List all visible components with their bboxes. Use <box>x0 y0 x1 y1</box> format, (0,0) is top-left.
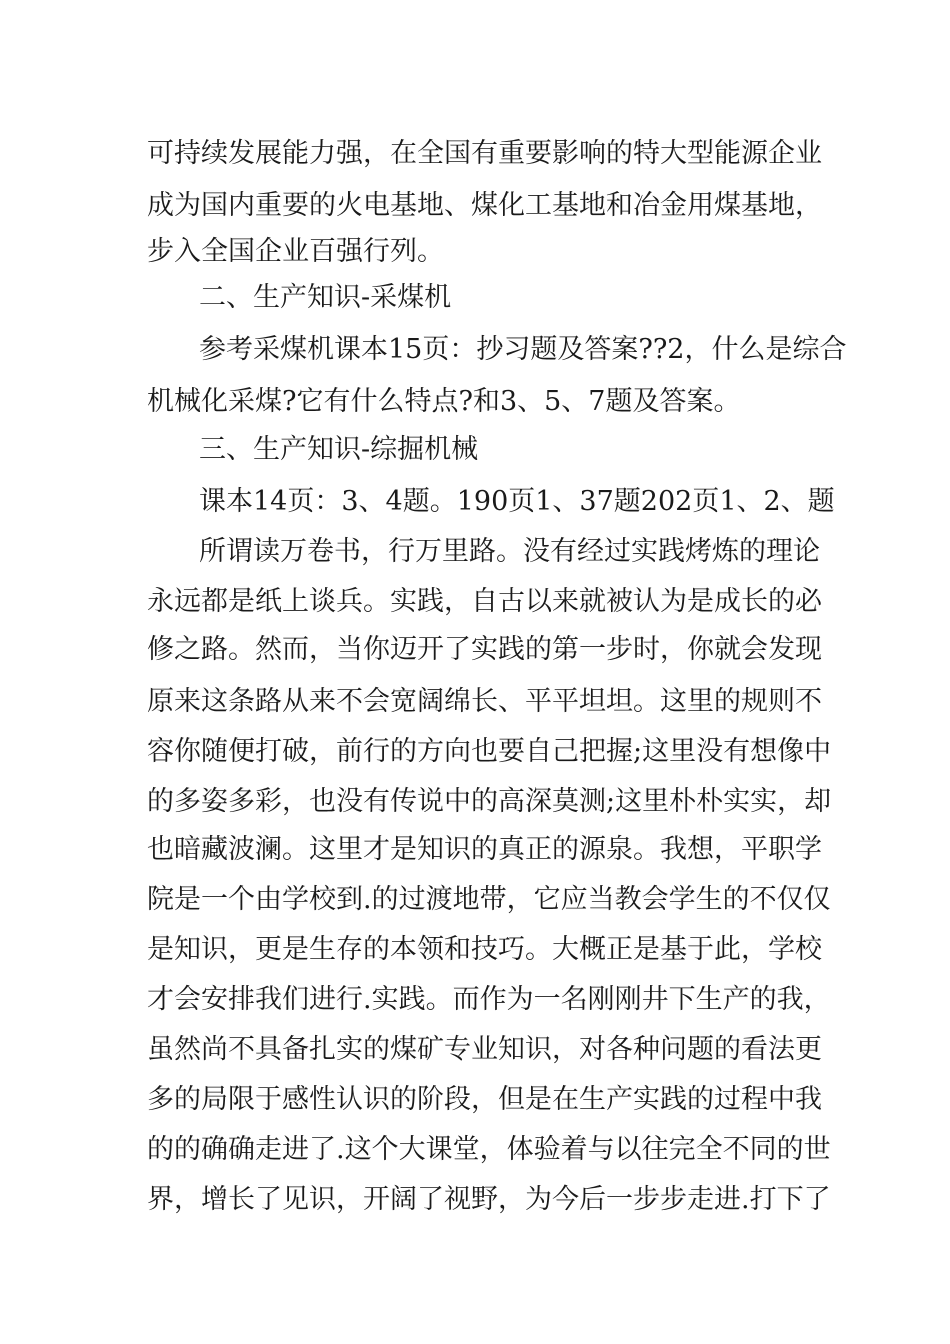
text-line-content: 机械化采煤?它有什么特点?和3、5、7题及答案。 <box>147 386 741 417</box>
text-line-content: 容你随便打破，前行的方向也要自己把握;这里没有想像中 <box>147 736 832 767</box>
text-line <box>0 128 950 180</box>
section-heading-text: 三、生产知识-综掘机械 <box>199 434 479 465</box>
text-line <box>0 526 950 578</box>
text-line <box>0 776 950 828</box>
text-line-content: 永远都是纸上谈兵。实践，自古以来就被认为是成长的必 <box>147 586 822 617</box>
text-line-content: 的的确确走进了.这个大课堂，体验着与以往完全不同的世 <box>147 1134 831 1165</box>
text-line-content: 原来这条路从来不会宽阔绵长、平平坦坦。这里的规则不 <box>147 686 822 717</box>
text-line-content: 步入全国企业百强行列。 <box>147 236 444 267</box>
text-line-content: 修之路。然而，当你迈开了实践的第一步时，你就会发现 <box>147 634 822 665</box>
text-line-content: 虽然尚不具备扎实的煤矿专业知识，对各种问题的看法更 <box>147 1034 822 1065</box>
text-line-content: 课本14页：3、4题。190页1、37题202页1、2、题 <box>199 486 835 517</box>
text-line-content: 可持续发展能力强，在全国有重要影响的特大型能源企业 <box>147 138 822 169</box>
text-line-content: 院是一个由学校到.的过渡地带，它应当教会学生的不仅仅 <box>147 884 831 915</box>
text-line <box>0 476 950 528</box>
section-heading <box>0 272 950 324</box>
text-line-content: 参考采煤机课本15页：抄习题及答案??2，什么是综合 <box>199 334 847 365</box>
text-line <box>0 974 950 1026</box>
text-line <box>0 1174 950 1226</box>
text-line <box>0 226 950 278</box>
text-line <box>0 180 950 232</box>
text-line-content: 所谓读万卷书，行万里路。没有经过实践烤炼的理论 <box>199 536 820 567</box>
text-line <box>0 624 950 676</box>
text-line-content: 多的局限于感性认识的阶段，但是在生产实践的过程中我 <box>147 1084 822 1115</box>
text-line <box>0 1024 950 1076</box>
text-line <box>0 726 950 778</box>
text-line <box>0 1124 950 1176</box>
text-line-content: 界，增长了见识，开阔了视野，为今后一步步走进.打下了 <box>147 1184 831 1215</box>
text-line-content: 的多姿多彩，也没有传说中的高深莫测;这里朴朴实实，却 <box>147 786 832 817</box>
text-line <box>0 924 950 976</box>
text-line <box>0 824 950 876</box>
text-line-content: 成为国内重要的火电基地、煤化工基地和冶金用煤基地， <box>147 190 822 221</box>
text-line <box>0 1074 950 1126</box>
text-line <box>0 676 950 728</box>
section-heading <box>0 424 950 476</box>
section-heading-text: 二、生产知识-采煤机 <box>199 282 452 313</box>
text-line-content: 也暗藏波澜。这里才是知识的真正的源泉。我想，平职学 <box>147 834 822 865</box>
text-line <box>0 376 950 428</box>
text-line <box>0 874 950 926</box>
text-line <box>0 576 950 628</box>
text-line-content: 是知识，更是生存的本领和技巧。大概正是基于此，学校 <box>147 934 822 965</box>
text-line-content: 才会安排我们进行.实践。而作为一名刚刚井下生产的我， <box>147 984 831 1015</box>
text-line <box>0 324 950 376</box>
